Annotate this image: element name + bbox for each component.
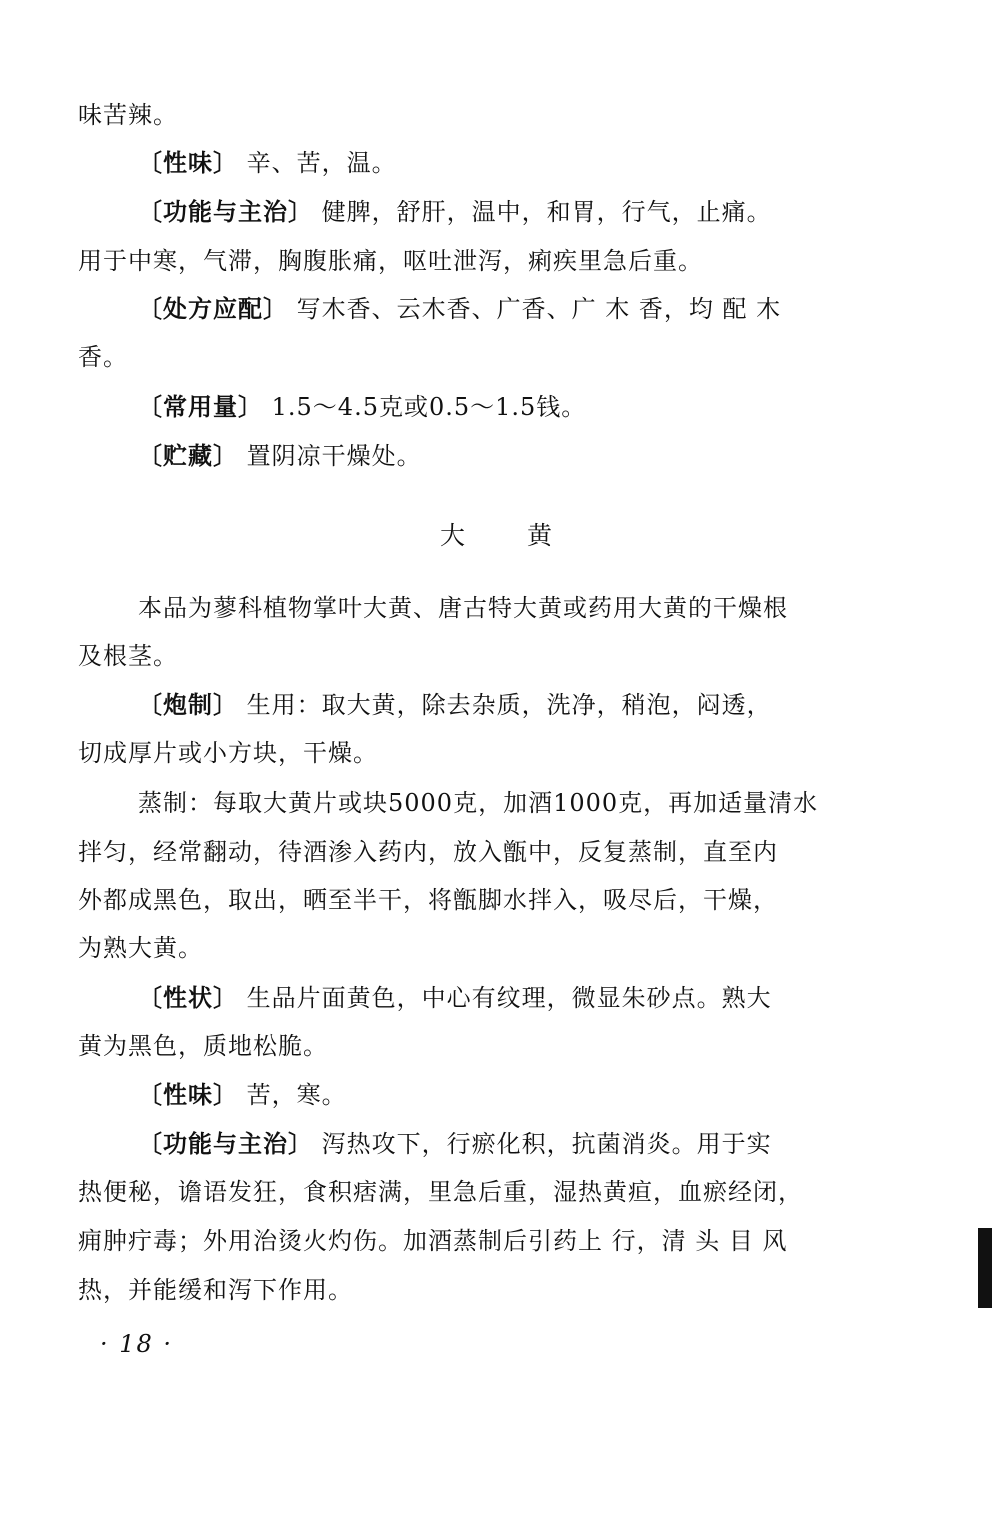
text-line: 〔功能与主治〕 健脾，舒肝，温中，和胃，行气，止痛。 — [138, 198, 772, 226]
text-line: 〔功能与主治〕 泻热攻下，行瘀化积，抗菌消炎。用于实 — [138, 1130, 772, 1158]
text-line: 外都成黑色，取出，晒至半干，将甑脚水拌入，吸尽后，干燥， — [78, 886, 778, 914]
text-line: 热便秘，谵语发狂，食积痞满，里急后重，湿热黄疸，血瘀经闭， — [78, 1178, 803, 1206]
text-line: 〔贮藏〕 置阴凉干燥处。 — [138, 442, 422, 470]
text-line: 黄为黑色，质地松脆。 — [78, 1032, 328, 1060]
text-line: 〔性味〕 辛、苦，温。 — [138, 149, 397, 177]
text-line: 蒸制：每取大黄片或块5000克，加酒1000克，再加适量清水 — [138, 789, 819, 817]
section-tag: 〔功能与主治〕 — [138, 198, 313, 226]
scan-edge-mark — [978, 1228, 992, 1308]
page-number: · 18 · — [100, 1330, 174, 1358]
text-line: 〔炮制〕 生用：取大黄，除去杂质，洗净，稍泡，闷透， — [138, 691, 772, 719]
section-tag: 〔性状〕 — [138, 984, 238, 1012]
text-line: 味苦辣。 — [78, 101, 178, 129]
text-line: 〔常用量〕 1.5～4.5克或0.5～1.5钱。 — [138, 393, 587, 421]
text-line: 〔性味〕 苦，寒。 — [138, 1081, 347, 1109]
section-tag: 〔性味〕 — [138, 149, 238, 177]
section-tag: 〔性味〕 — [138, 1081, 238, 1109]
text-line: 香。 — [78, 343, 128, 371]
section-tag: 〔处方应配〕 — [138, 295, 288, 323]
text-line: 热，并能缓和泻下作用。 — [78, 1276, 353, 1304]
text-line: 拌匀，经常翻动，待酒渗入药内，放入甑中，反复蒸制，直至内 — [78, 838, 778, 866]
text-line: 痈肿疔毒；外用治烫火灼伤。加酒蒸制后引药上 行，清 头 目 风 — [78, 1227, 788, 1255]
section-tag: 〔常用量〕 — [138, 393, 263, 421]
section-tag: 〔炮制〕 — [138, 691, 238, 719]
text-line: 及根茎。 — [78, 642, 178, 670]
text-line: 〔处方应配〕 写木香、云木香、广香、广 木 香，均 配 木 — [138, 295, 782, 323]
section-heading: 大黄 — [439, 521, 614, 550]
text-line: 用于中寒，气滞，胸腹胀痛，呕吐泄泻，痢疾里急后重。 — [78, 247, 703, 275]
text-line: 〔性状〕 生品片面黄色，中心有纹理，微显朱砂点。熟大 — [138, 984, 772, 1012]
section-tag: 〔贮藏〕 — [138, 442, 238, 470]
text-line: 切成厚片或小方块，干燥。 — [78, 739, 378, 767]
section-tag: 〔功能与主治〕 — [138, 1130, 313, 1158]
text-line: 为熟大黄。 — [78, 934, 203, 962]
text-line: 本品为蓼科植物掌叶大黄、唐古特大黄或药用大黄的干燥根 — [138, 594, 788, 622]
